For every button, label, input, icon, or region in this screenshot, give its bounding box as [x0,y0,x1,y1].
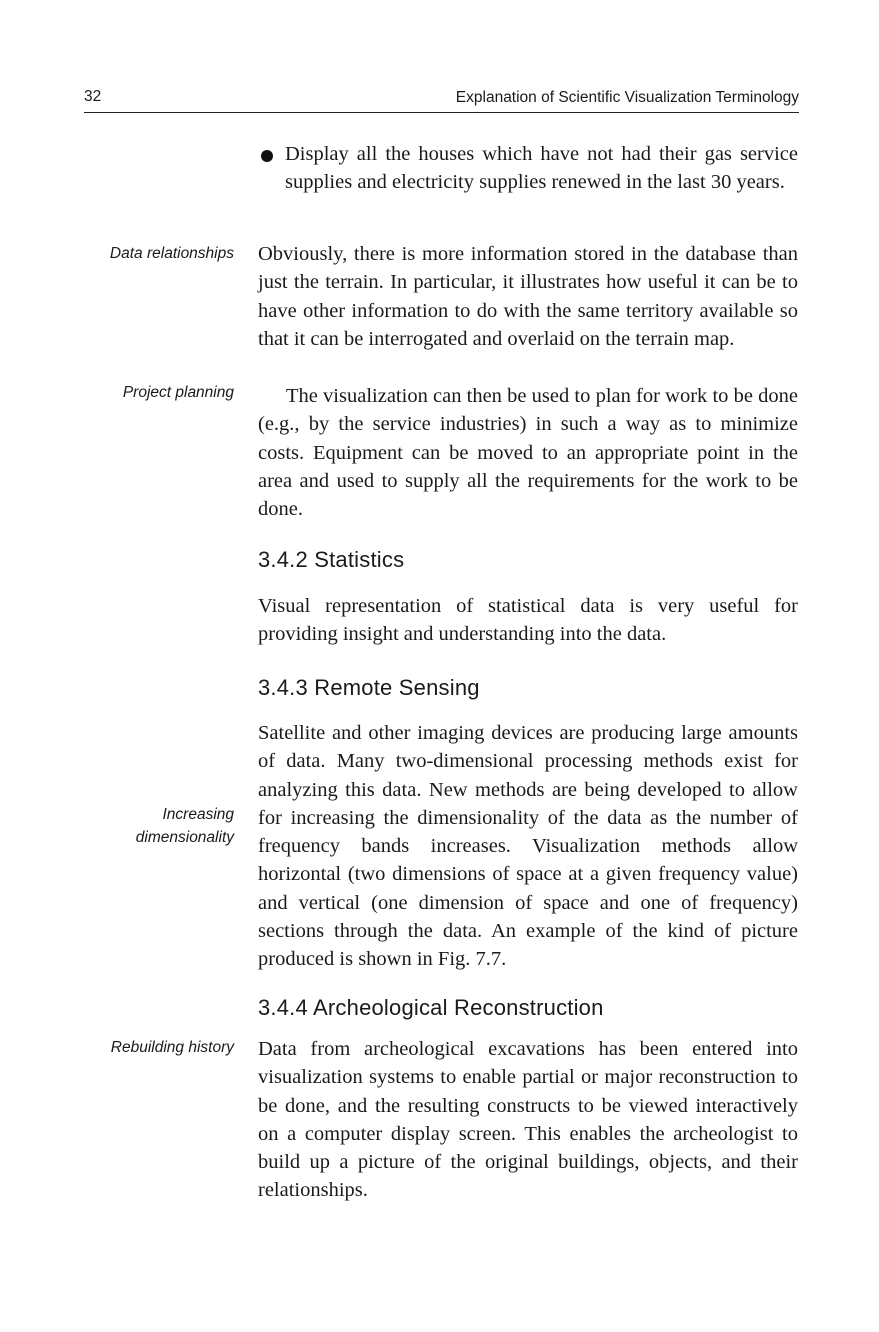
margin-note-increasing-line2: dimensionality [135,829,234,846]
paragraph-remote-sensing: Satellite and other imaging devices are producing large amounts of data. Many two-dimensional processing methods exist for analyzing this data. New methods are being developed to allow for increasing the dimensionality of the data as the number of frequency bands increases. Visualization methods allow horizontal (two dimensions of space at a given frequency value) and vertical (one dimension of space and one of frequency) sections through the data. An example of the kind of picture produced is shown in Fig. 7.7. [258,722,798,971]
margin-note-increasing-line1: Increasing [162,806,234,823]
running-head: Explanation of Scientific Visualization Terminology [455,89,799,106]
section-heading-remote-sensing: 3.4.3 Remote Sensing [258,675,480,700]
margin-note-increasing-dimensionality [136,803,234,849]
margin-note-rebuilding-history: Rebuilding history [110,1039,234,1056]
paragraph-data-relationships: Obviously, there is more information stored in the database than just the terrain. In particular, it illustrates how useful it can be to have other information to do with the same territory available so that it can be interrogated and overlaid on the terrain map. [258,243,798,350]
margin-note-project-planning: Project planning [122,384,234,401]
bullet-text: Display all the houses which have not had their gas service supplies and electricity supplies renewed in the last 30 years. [285,143,798,194]
paragraph-statistics: Visual representation of statistical data is very useful for providing insight and understanding into the data. [258,595,798,646]
bullet-icon [261,150,273,162]
margin-note-data-relationships: Data relationships [109,245,234,262]
section-heading-statistics: 3.4.2 Statistics [258,547,405,572]
paragraph-project-planning: The visualization can then be used to plan for work to be done (e.g., by the service industries) in such a way as to minimize costs. Equipment can be moved to an appropriate point in the area and used to supply all the requirements for the work to be done. [258,385,798,521]
page-number: 32 [84,88,102,105]
page-header [84,84,799,113]
section-heading-archeological: 3.4.4 Archeological Reconstruction [258,995,604,1020]
paragraph-archeological: Data from archeological excavations has been entered into visualization systems to enable partial or major reconstruction to be done, and the resulting constructs to be viewed interactively on a computer display screen. This enables the archeologist to build up a picture of the original buildings, objects, and their relationships. [258,1038,798,1202]
bullet-list-item [258,140,798,197]
